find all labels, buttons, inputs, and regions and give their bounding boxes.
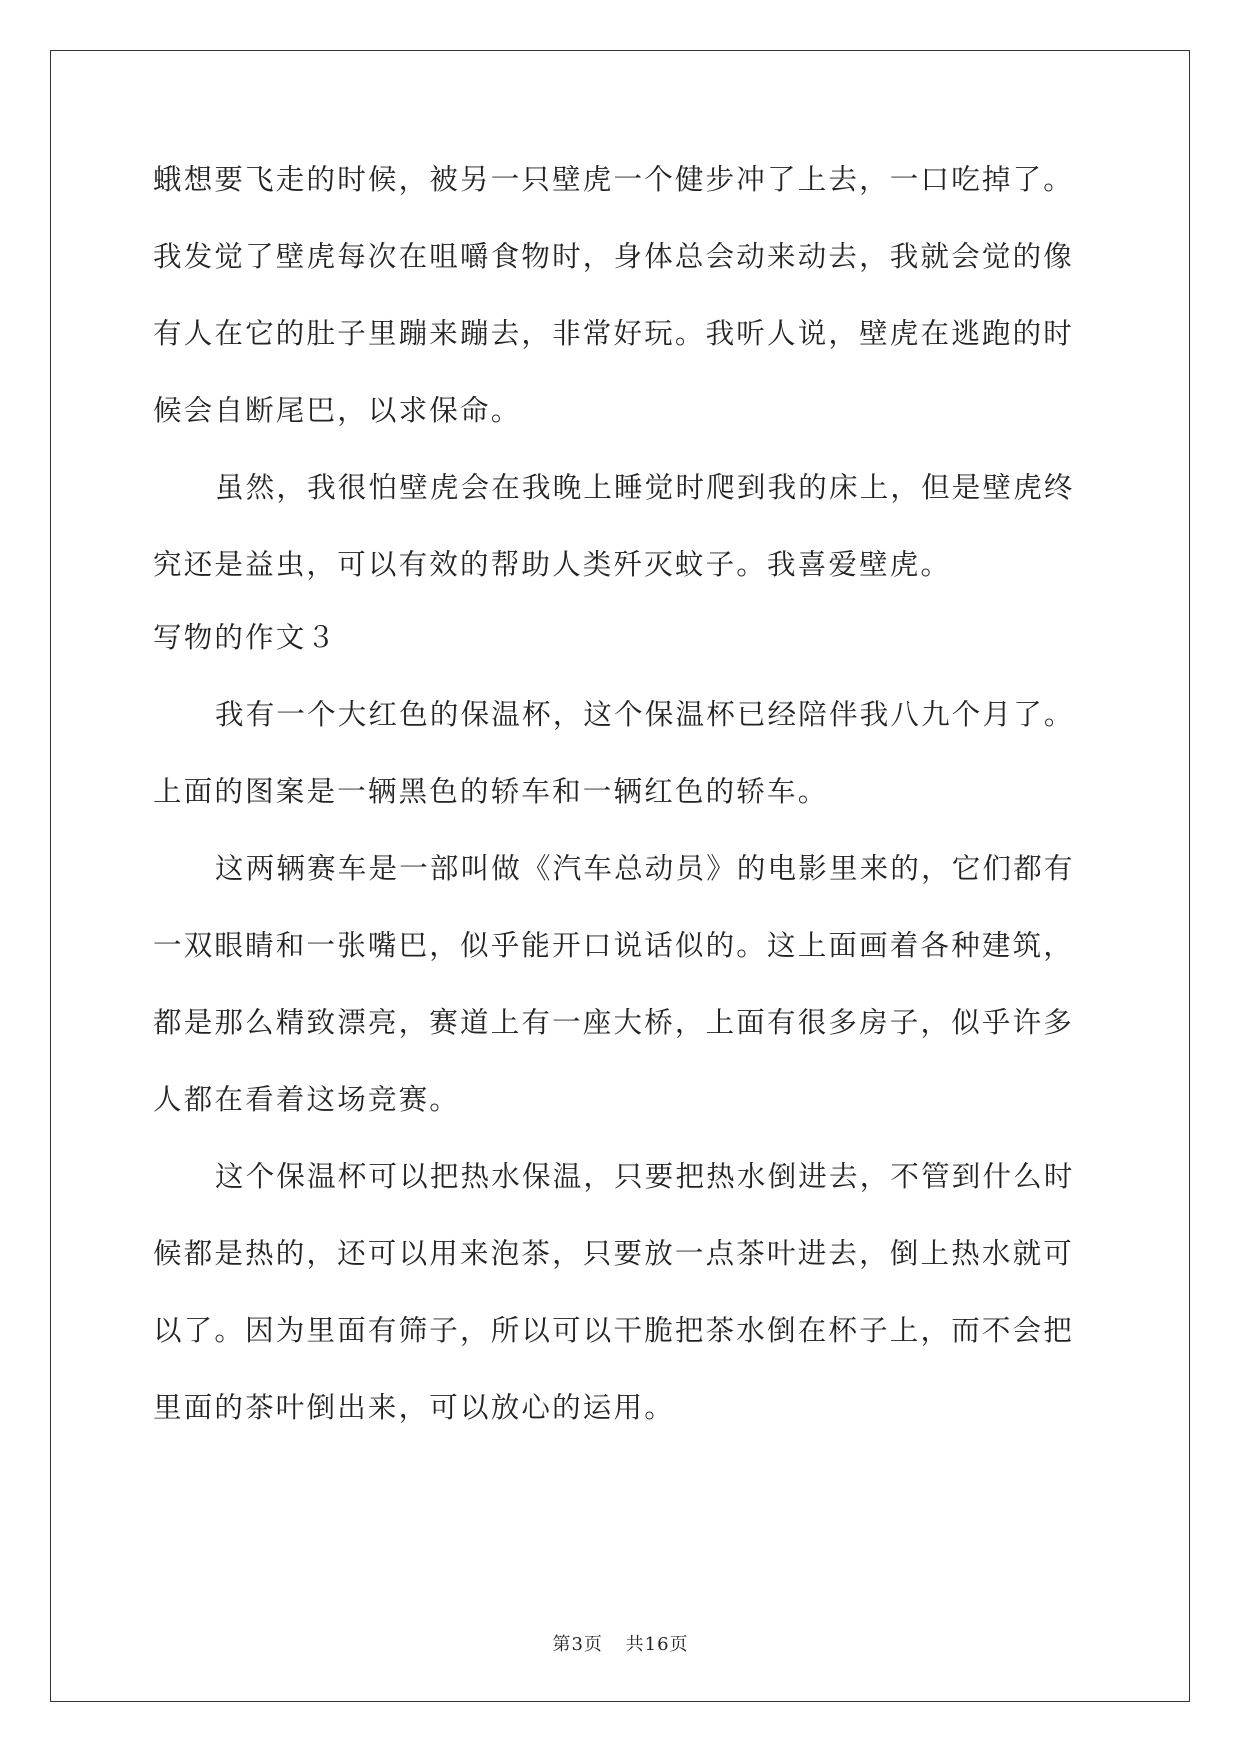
- text-line: 候都是热的，还可以用来泡茶，只要放一点茶叶进去，倒上热水就可: [153, 1237, 1075, 1270]
- paragraph-start-line: 我有一个大红色的保温杯，这个保温杯已经陪伴我八九个月了。: [215, 698, 1075, 731]
- text-line: 一双眼睛和一张嘴巴，似乎能开口说话似的。这上面画着各种建筑，: [153, 929, 1075, 962]
- page-number: 第3页: [552, 1634, 603, 1655]
- text-line: 都是那么精致漂亮，赛道上有一座大桥，上面有很多房子，似乎许多: [153, 1006, 1075, 1039]
- page-total: 共16页: [625, 1634, 689, 1655]
- text-line: 以了。因为里面有筛子，所以可以干脆把茶水倒在杯子上，而不会把: [153, 1314, 1075, 1347]
- text-line: 里面的茶叶倒出来，可以放心的运用。: [153, 1391, 675, 1424]
- paragraph-start-line: 这个保温杯可以把热水保温，只要把热水倒进去，不管到什么时: [215, 1160, 1075, 1193]
- page-footer: [0, 1630, 1241, 1656]
- paragraph-start-line: 这两辆赛车是一部叫做《汽车总动员》的电影里来的，它们都有: [215, 852, 1075, 885]
- text-line: 候会自断尾巴，以求保命。: [153, 394, 522, 427]
- paragraph-start-line: 虽然，我很怕壁虎会在我晚上睡觉时爬到我的床上，但是壁虎终: [215, 471, 1075, 504]
- text-line: 有人在它的肚子里蹦来蹦去，非常好玩。我听人说，壁虎在逃跑的时: [153, 317, 1075, 350]
- text-line: 蛾想要飞走的时候，被另一只壁虎一个健步冲了上去，一口吃掉了。: [153, 163, 1075, 196]
- section-heading: 写物的作文３: [153, 621, 338, 654]
- text-line: 究还是益虫，可以有效的帮助人类歼灭蚊子。我喜爱壁虎。: [153, 548, 952, 581]
- text-line: 上面的图案是一辆黑色的轿车和一辆红色的轿车。: [153, 775, 829, 808]
- text-line: 人都在看着这场竞赛。: [153, 1083, 461, 1116]
- text-line: 我发觉了壁虎每次在咀嚼食物时，身体总会动来动去，我就会觉的像: [153, 240, 1075, 273]
